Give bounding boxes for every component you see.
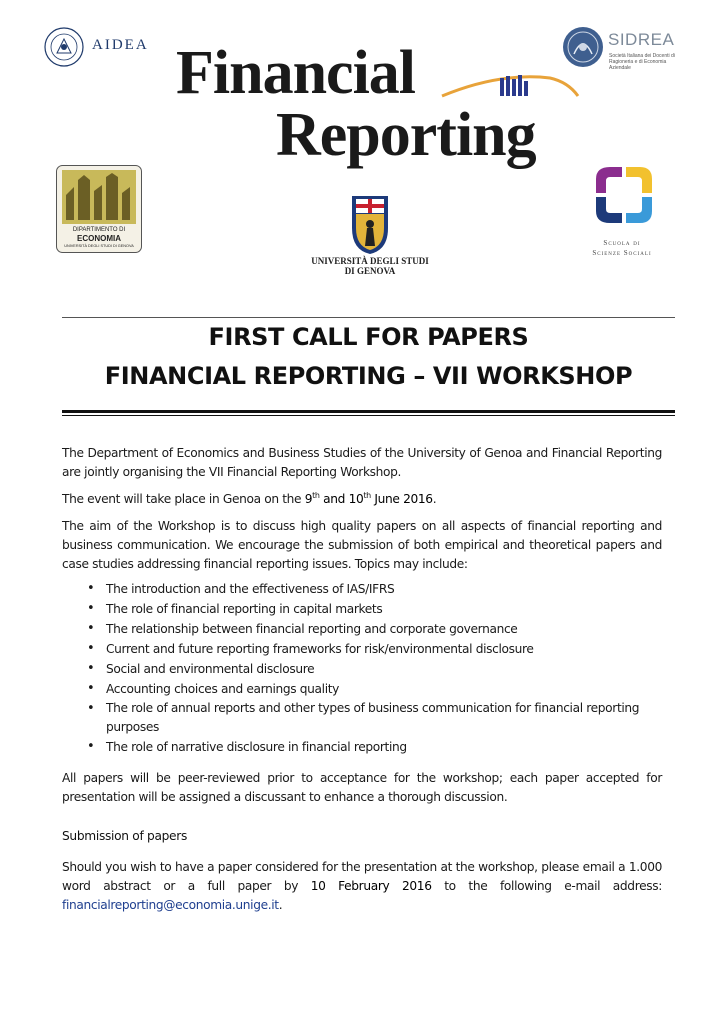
scuola-label	[580, 238, 664, 258]
list-item: • Current and future reporting frameworks for risk/environmental disclosure	[62, 639, 662, 659]
genova-label-line2: DI GENOVA	[344, 266, 396, 276]
topics-list	[62, 579, 662, 757]
list-item: • The introduction and the effectiveness of IAS/IFRS	[62, 579, 662, 599]
bottom-divider-thick	[62, 410, 675, 413]
sidrea-subtitle: Società Italiana dei Docenti di Ragioneria e di Economia Aziendale	[609, 53, 675, 71]
list-item: • Social and environmental disclosure	[62, 659, 662, 679]
event-day1: 9	[304, 492, 313, 506]
scuola-label-line2: Scienze Sociali	[592, 249, 652, 257]
event-sup1: th	[312, 490, 320, 500]
top-divider	[62, 317, 675, 318]
sidrea-wordmark: SIDREA	[608, 30, 675, 49]
list-item: • The role of financial reporting in capital markets	[62, 599, 662, 619]
submission-email-link[interactable]: financialreporting@economia.unige.it	[62, 898, 279, 912]
scuola-scienze-sociali-logo	[586, 163, 658, 229]
event-sup2: th	[363, 490, 371, 500]
aim-paragraph: The aim of the Workshop is to discuss high quality papers on all aspects of financial reporting and business communication. We encourage the submission of both empirical and theoretical papers and case studies addressing financial reporting issues. Topics may include:	[62, 519, 662, 571]
list-item: • The relationship between financial reporting and corporate governance	[62, 619, 662, 639]
intro-paragraph: The Department of Economics and Business Studies of the University of Genoa and Financial Reporting are jointly organising the VII Financial Reporting Workshop.	[62, 446, 662, 479]
financial-reporting-logo-line1: Financial	[176, 39, 416, 107]
bottom-divider-thin	[62, 415, 675, 416]
event-paragraph	[62, 490, 662, 509]
bar-chart-arc-icon	[440, 66, 580, 106]
submission-suffix: .	[278, 898, 283, 912]
event-month: June 2016	[370, 492, 433, 506]
aidea-wordmark: AIDEA	[92, 37, 149, 53]
review-paragraph: All papers will be peer-reviewed prior to acceptance for the workshop; each paper accepted for presentation will be assigned a discussant to enhance a thorough discussion.	[62, 771, 662, 804]
genova-label-line1: UNIVERSITÀ DEGLI STUDI	[311, 256, 429, 266]
submission-mid: to the following e-mail address:	[431, 879, 662, 893]
page-title-workshop: FINANCIAL REPORTING – VII WORKSHOP	[104, 362, 633, 390]
event-suffix: .	[432, 492, 437, 506]
submission-paragraph	[62, 858, 662, 915]
list-item: • Accounting choices and earnings quality	[62, 679, 662, 699]
dipartimento-label	[56, 227, 142, 250]
list-item: • The role of narrative disclosure in financial reporting	[62, 737, 662, 757]
submission-prefix: Should you wish to have a paper considered for the presentation at the workshop, please email a 1.000 word abstract or a full paper by	[62, 860, 662, 893]
dip-label-line2: ECONOMIA	[77, 234, 121, 243]
page-title-call: FIRST CALL FOR PAPERS	[208, 323, 529, 351]
event-prefix: The event will take place in Genoa on the	[62, 492, 305, 506]
list-item: • The role of annual reports and other types of business communication for financial reporting purposes	[62, 699, 662, 737]
genova-label	[310, 256, 430, 276]
submission-date: 10 February 2016	[310, 879, 432, 893]
financial-reporting-logo-line2: Reporting	[276, 101, 536, 169]
event-and: and 10	[319, 492, 364, 506]
aidea-seal-logo	[44, 27, 84, 67]
dip-label-line1: DIPARTIMENTO DI	[72, 227, 126, 233]
scuola-label-line1: Scuola di	[603, 239, 641, 247]
submission-heading: Submission of papers	[62, 829, 188, 843]
sidrea-seal-logo	[562, 26, 604, 68]
dip-label-line3: UNIVERSITÀ DEGLI STUDI DI GENOVA	[64, 244, 134, 248]
